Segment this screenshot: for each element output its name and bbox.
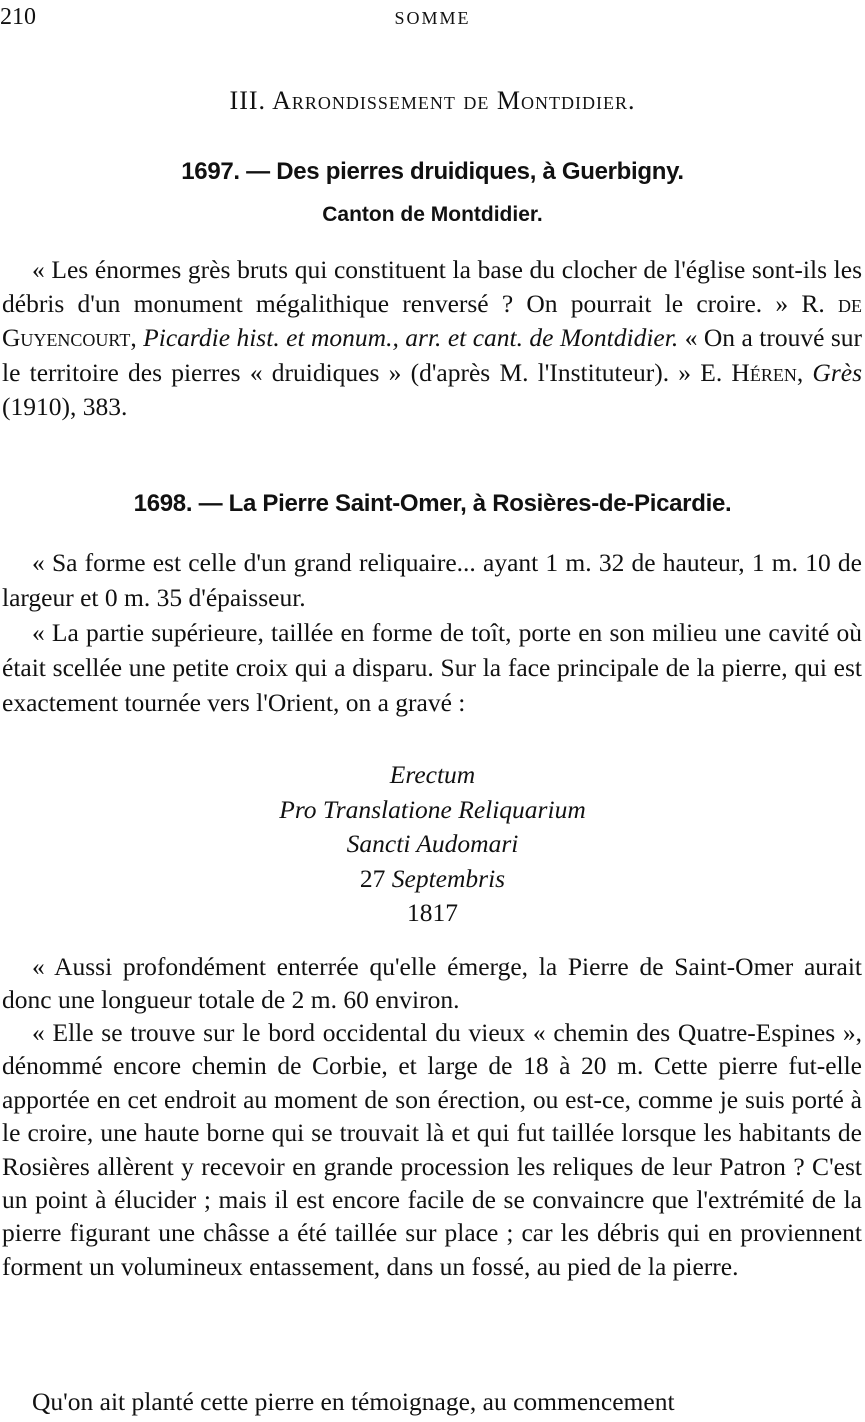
citation-work-1: Picardie hist. et monum., arr. et cant. de Montdidier. [143,323,679,353]
inscription-line-5: 1817 [407,898,458,927]
entry-1698-paragraph-2: « La partie supérieure, taillée en forme de toît, porte en son milieu une cavité où était scellée une petite croix qui a disparu. Sur la face principale de la pierre, qui est exactement tournée vers l'Orient, on a gravé : [2,618,862,717]
running-header [0,4,865,34]
entry-1698-paragraph-3: « Aussi profondément enterrée qu'elle émerge, la Pierre de Saint-Omer aurait donc une longueur totale de 2 m. 60 environ. [2,952,862,1015]
stone-inscription [0,758,865,931]
section-title: III. Arrondissement de Montdidier. [229,86,636,115]
citation-author-2: E. Héren, [700,357,804,387]
entry-1697-title: 1697. — Des pierres druidiques, à Guerbigny. [181,158,684,185]
inscription-month: Septembris [391,863,506,893]
entry-1698-paragraph-4: « Elle se trouve sur le bord occidental du vieux « chemin des Quatre-Espines », dénommé encore chemin de Corbie, et large de 18 à 20 m. Cette pierre fut-elle apportée en cet endroit au moment de son érection, ou est-ce, comme je suis porté à le croire, une haute borne qui se trouvait là et qui fut taillée lorsque les habitants de Rosières allèrent y recevoir en grande procession les reliques de leur Patron ? C'est un point à élucider ; mais il est encore facile de se convaincre que l'extrémité de la pierre figurant une châsse a été taillée sur place ; car les débris qui en proviennent forment un volumineux entassement, dans un fossé, au pied de la pierre. [2,1018,862,1281]
citation-author-1: R. de Guyencourt, [2,289,862,353]
entry-1697-paragraph [2,253,862,424]
entry-1698-paragraph-5: Qu'on ait planté cette pierre en témoignage, au commencement [32,1387,675,1416]
inscription-line-1: Erectum [389,760,476,789]
entry-1698-title: 1698. — La Pierre Saint-Omer, à Rosières-de-Picardie. [133,490,732,517]
inscription-line-2: Pro Translatione Reliquarium [279,794,586,824]
page-number: 210 [0,4,36,30]
inscription-line-4 [0,862,865,897]
entry-1698-paragraph-1: « Sa forme est celle d'un grand reliquaire... ayant 1 m. 32 de hauteur, 1 m. 10 de largeur et 0 m. 35 d'épaisseur. [2,548,862,612]
entry-1697-quote-1: « Les énormes grès bruts qui constituent la base du clocher de l'église sont-ils les débris d'un monument mégalithique renversé ? On pourrait le croire. » [2,255,862,319]
entry-1697-canton: Canton de Montdidier. [322,203,543,226]
entry-1697-quote-2: « On a trouvé sur le territoire des pierres « druidiques » (d'après M. l'Instituteur). » [2,323,863,387]
inscription-day: 27 [359,863,386,893]
inscription-line-3: Sancti Audomari [346,829,519,858]
citation-ref-2: (1910), 383. [2,391,128,421]
running-title: SOMME [394,8,471,28]
citation-work-2: Grès [812,357,863,387]
